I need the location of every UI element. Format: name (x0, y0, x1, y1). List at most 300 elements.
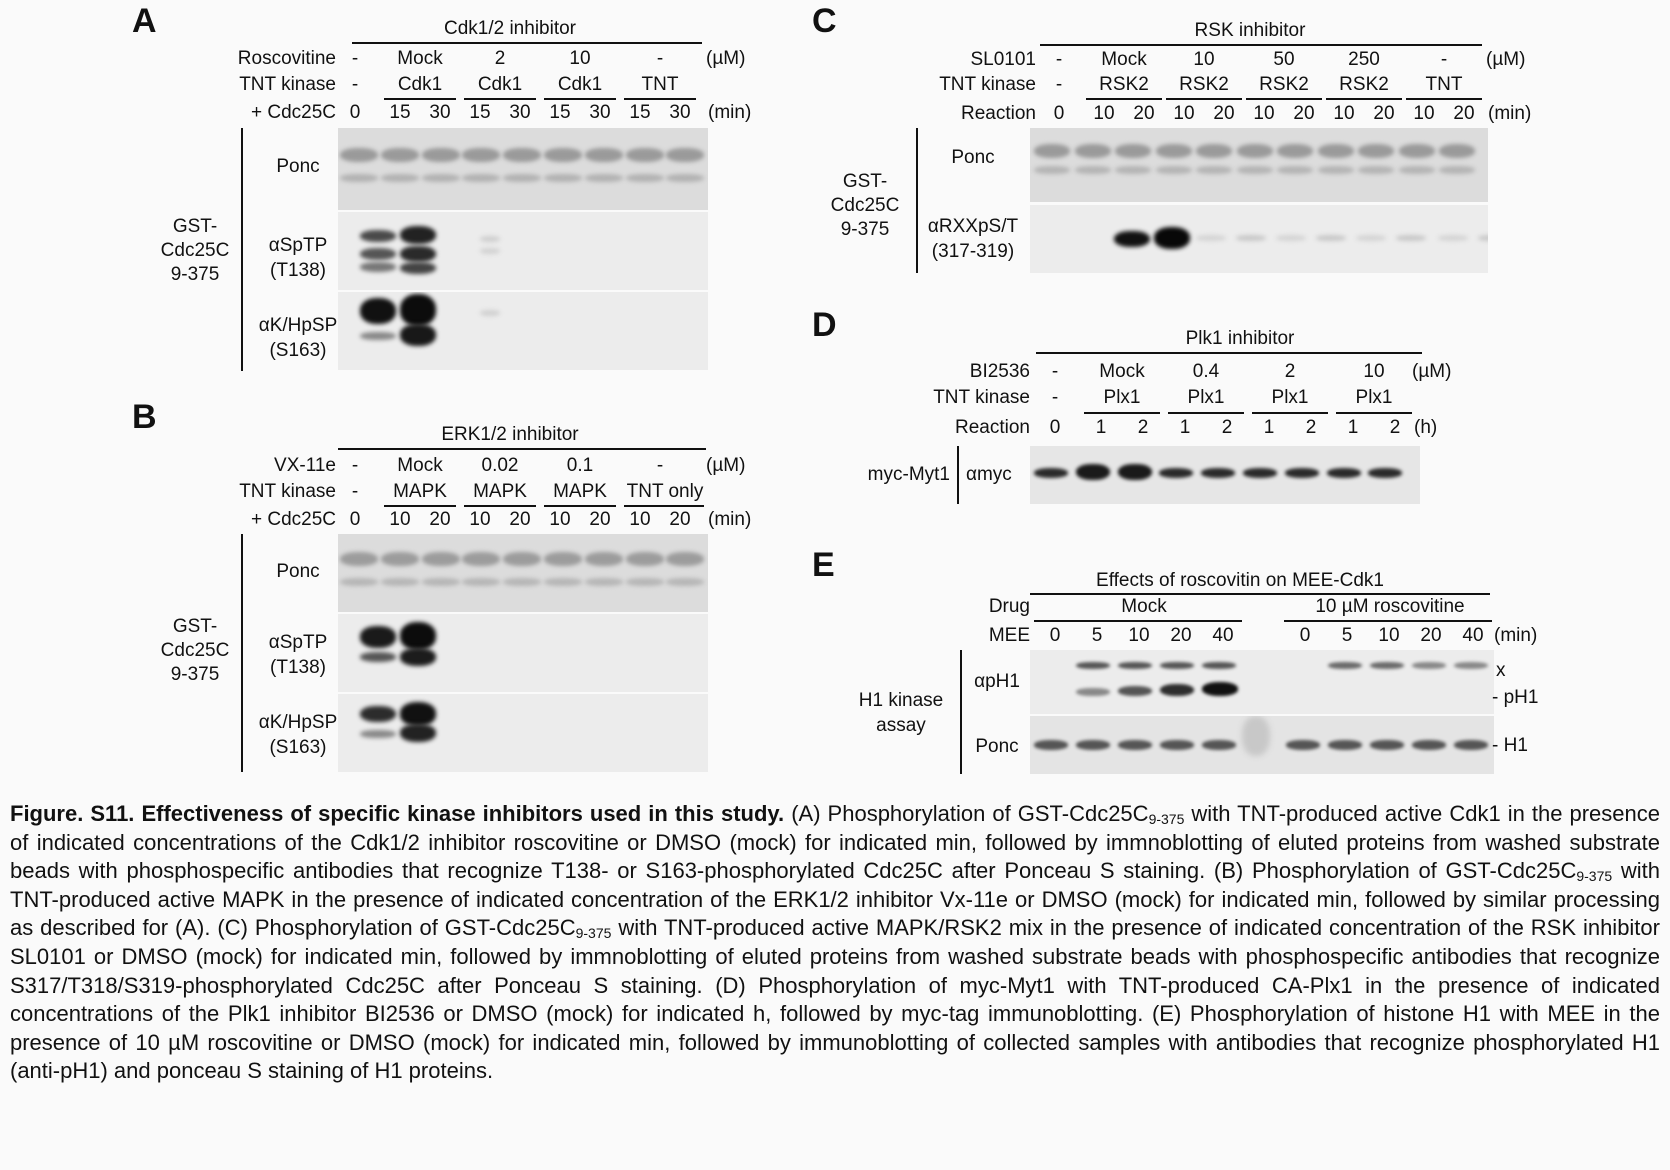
ponceau-blot (338, 534, 708, 612)
blot-band (666, 148, 704, 162)
header-cell: 10 (569, 48, 591, 69)
blot-label-line: αK/HpSP (258, 712, 338, 733)
panel-title: Effects of roscovitin on MEE-Cdk1 (1096, 570, 1384, 591)
blot-band (1370, 662, 1404, 669)
panel-letter: C (812, 2, 837, 40)
caption-subscript: 9-375 (1576, 868, 1613, 885)
header-cell: MAPK (393, 481, 447, 502)
blot-band (1316, 235, 1346, 241)
blot-label (248, 313, 348, 363)
row-label: BI2536 (969, 361, 1030, 382)
blot-band (1237, 144, 1273, 158)
group-rule (1034, 620, 1242, 622)
header-cell: 0 (1049, 625, 1061, 646)
blot-band (585, 174, 623, 182)
group-rule (1284, 620, 1492, 622)
blot-band (544, 174, 582, 182)
blot-band (381, 174, 419, 182)
header-cell: Plx1 (1355, 387, 1393, 408)
spTP-blot (338, 212, 708, 290)
blot-band (626, 148, 664, 162)
header-cell: 1 (1095, 417, 1107, 438)
header-cell: 1 (1347, 417, 1359, 438)
blot-band (1160, 740, 1194, 750)
band-marker: - pH1 (1492, 687, 1539, 708)
blot-band (1358, 166, 1394, 174)
header-cell: 20 (589, 509, 611, 530)
row-label: TNT kinase (933, 387, 1030, 408)
header-cell: 10 (1413, 103, 1435, 124)
blot-label (248, 233, 348, 283)
blot-band (340, 578, 378, 586)
header-cell: 2 (494, 48, 506, 69)
blot-band (1327, 468, 1361, 478)
header-cell: 15 (389, 102, 411, 123)
header-cell: - (351, 74, 359, 95)
blot-band (1076, 464, 1110, 480)
header-cell: Plx1 (1271, 387, 1309, 408)
blot-label (248, 630, 348, 680)
sample-label-line: GST- (172, 616, 218, 637)
bracket-line (957, 446, 959, 504)
blot-band (1196, 235, 1226, 241)
group-rule (384, 505, 456, 507)
figure-caption (10, 800, 1660, 1086)
blot-band (1202, 662, 1236, 669)
header-cell: 20 (669, 509, 691, 530)
header-cell: 0.4 (1192, 361, 1220, 382)
header-cell: 10 (1363, 361, 1385, 382)
blot-band (1118, 662, 1152, 669)
blot-band (400, 324, 436, 346)
header-cell: 20 (1293, 103, 1315, 124)
row-label: TNT kinase (239, 481, 336, 502)
blot-band (1076, 688, 1110, 696)
blot-band (340, 552, 378, 566)
header-cell: 0 (1299, 625, 1311, 646)
blot-band (400, 246, 436, 262)
header-cell: 20 (509, 509, 531, 530)
blot-band (1286, 740, 1320, 750)
group-rule (1084, 412, 1160, 414)
h1-ponceau-blot (1030, 716, 1494, 774)
group-rule (1168, 412, 1244, 414)
blot-band (1114, 231, 1150, 247)
row-label: VX-11e (274, 455, 336, 476)
header-cell: 10 (1193, 49, 1215, 70)
blot-band (503, 578, 541, 586)
band-marker: x (1496, 660, 1506, 681)
blot-band (1356, 235, 1386, 241)
blot-band (544, 552, 582, 566)
header-cell: RSK2 (1179, 74, 1229, 95)
blot-band (1276, 235, 1306, 241)
blot-band (1115, 166, 1151, 174)
header-cell: 10 (1173, 103, 1195, 124)
header-cell: 1 (1263, 417, 1275, 438)
sample-label (150, 615, 240, 687)
panel-title: ERK1/2 inhibitor (441, 424, 579, 445)
blot-label-line: αRXXpS/T (927, 216, 1019, 237)
spTP-blot (338, 614, 708, 692)
sample-label: myc-Myt1 (867, 464, 950, 485)
header-cell: - (1051, 361, 1059, 382)
header-cell: 1 (1179, 417, 1191, 438)
sample-label (846, 688, 956, 738)
row-label: Reaction (955, 417, 1030, 438)
blot-label-line: αSpTP (268, 235, 328, 256)
group-rule (1086, 98, 1162, 100)
panel-title: Cdk1/2 inhibitor (443, 18, 577, 39)
blot-band (1328, 662, 1362, 669)
sample-label-line: GST- (172, 216, 218, 237)
blot-band (1076, 740, 1110, 750)
header-cell: 10 (469, 509, 491, 530)
blot-band (462, 148, 500, 162)
row-label: Roscovitine (237, 48, 336, 69)
blot-label-line: (T138) (270, 657, 326, 678)
header-cell: Plx1 (1103, 387, 1141, 408)
blot-band (1075, 166, 1111, 174)
blot-label: αmyc (966, 464, 1012, 485)
blot-band (626, 174, 664, 182)
header-cell: 15 (469, 102, 491, 123)
row-label: TNT kinase (239, 74, 336, 95)
sample-label-line: Cdc25C (160, 240, 230, 261)
header-cell: 10 (1378, 625, 1400, 646)
blot-band (1156, 166, 1192, 174)
ph1-blot (1030, 650, 1494, 714)
unit-label: (min) (708, 102, 752, 123)
blot-band (1438, 235, 1468, 241)
blot-label-line: (S163) (269, 737, 327, 758)
header-cell: 0 (349, 509, 361, 530)
header-cell: - (1051, 387, 1059, 408)
group-rule (384, 98, 456, 100)
caption-subscript: 9-375 (1148, 811, 1185, 827)
blot-band (626, 578, 664, 586)
blot-band (360, 706, 396, 722)
blot-band (544, 578, 582, 586)
blot-band (1237, 166, 1273, 174)
header-cell: Plx1 (1187, 387, 1225, 408)
blot-band (360, 230, 396, 242)
blot-band (1160, 662, 1194, 669)
blot-label: Ponc (951, 147, 995, 168)
blot-label: Ponc (975, 736, 1019, 757)
blot-band (1034, 144, 1070, 158)
blot-band (626, 552, 664, 566)
group-rule (544, 98, 616, 100)
blot-label: Ponc (276, 561, 320, 582)
header-cell: 10 (1333, 103, 1355, 124)
blot-band (360, 332, 396, 340)
blot-band (422, 578, 460, 586)
caption-text: with TNT-produced active Cdk1 in the presence of indicated concentrations of the Cdk1/2 inhibitor roscovitine or DMSO (mock) for indicated min, followed by immnoblotting of eluted proteins from washed substrate beads with phosphospecific antibodies that recognize T138- or S163-phosphorylated Cdc25C after Ponceau S staining. (B) Phosphorylation of GST-Cdc25C (10, 801, 1660, 884)
khpsp-blot (338, 694, 708, 772)
blot-band (503, 148, 541, 162)
header-cell: - (351, 481, 359, 502)
blot-band (1118, 686, 1152, 696)
group-rule (1406, 98, 1482, 100)
blot-band (400, 226, 436, 244)
blot-band (1076, 662, 1110, 669)
header-cell: - (351, 48, 359, 69)
header-cell: 20 (1133, 103, 1155, 124)
blot-band (1328, 740, 1362, 750)
blot-band (400, 724, 436, 742)
group-rule (1252, 412, 1328, 414)
unit-label: (min) (708, 509, 752, 530)
blot-label (248, 710, 348, 760)
blot-band (1454, 662, 1488, 669)
header-cell: - (1055, 74, 1063, 95)
blot-band (1277, 144, 1313, 158)
header-cell: RSK2 (1099, 74, 1149, 95)
header-cell: 10 (1093, 103, 1115, 124)
blot-band (400, 622, 436, 650)
group-rule (624, 505, 704, 507)
unit-label: (µM) (1486, 49, 1526, 70)
row-label: TNT kinase (939, 74, 1036, 95)
row-label: + Cdc25C (250, 509, 336, 530)
blot-band (666, 174, 704, 182)
header-cell: 0 (1053, 103, 1065, 124)
header-cell: 2 (1137, 417, 1149, 438)
header-cell: - (656, 48, 664, 69)
title-rule (1040, 44, 1482, 46)
header-cell: 30 (509, 102, 531, 123)
blot-band (1034, 740, 1068, 750)
header-cell: 10 µM roscovitine (1315, 596, 1465, 617)
blot-band (480, 248, 500, 254)
blot-band (1160, 684, 1194, 696)
blot-band (1075, 144, 1111, 158)
blot-band (585, 552, 623, 566)
header-cell: Mock (397, 455, 443, 476)
caption-subscript: 9-375 (575, 925, 612, 942)
blot-band (381, 578, 419, 586)
unit-label: (µM) (1412, 361, 1452, 382)
unit-label: (µM) (706, 48, 746, 69)
header-cell: 10 (549, 509, 571, 530)
blot-band (1115, 144, 1151, 158)
header-cell: 20 (1453, 103, 1475, 124)
blot-band (480, 310, 500, 316)
blot-label-line: (S163) (269, 340, 327, 361)
sample-label-line: 9-375 (170, 264, 220, 285)
sample-label (820, 170, 910, 242)
header-cell: TNT (641, 74, 679, 95)
blot-label: αpH1 (974, 671, 1020, 692)
ponceau-blot (1030, 128, 1488, 202)
header-cell: 2 (1305, 417, 1317, 438)
header-cell: 0 (1049, 417, 1061, 438)
blot-band (1118, 464, 1152, 480)
blot-band (503, 174, 541, 182)
blot-band (1358, 144, 1394, 158)
blot-band (1202, 740, 1236, 750)
panel-letter: D (812, 306, 837, 344)
myc-blot (1030, 446, 1420, 504)
header-cell: - (1055, 49, 1063, 70)
blot-band (422, 148, 460, 162)
caption-text: with TNT-produced active MAPK in the presence of indicated concentration of the ERK1/2 inhibitor Vx-11e or DMSO (mock) for indicated min, followed by similar processing as described for (A). (C) Phosphorylation of GST-Cdc25C (10, 858, 1660, 941)
unit-label: (h) (1414, 417, 1438, 438)
group-rule (1246, 98, 1322, 100)
blot-band (422, 174, 460, 182)
blot-band (360, 262, 396, 272)
header-cell: 10 (1128, 625, 1150, 646)
blot-band (1156, 144, 1192, 158)
blot-band (666, 578, 704, 586)
row-label: Drug (988, 596, 1030, 617)
blot-band (360, 652, 396, 662)
header-cell: Mock (1121, 596, 1167, 617)
blot-band (462, 174, 500, 182)
row-label: Reaction (961, 103, 1036, 124)
sample-label-line: Cdc25C (160, 640, 230, 661)
blot-band (1242, 716, 1270, 756)
header-cell: Cdk1 (397, 74, 443, 95)
title-rule (1030, 593, 1490, 595)
header-cell: Mock (1099, 361, 1145, 382)
blot-band (1034, 166, 1070, 174)
header-cell: Cdk1 (477, 74, 523, 95)
panel-letter: A (132, 2, 157, 40)
caption-lead: Figure. S11. Effectiveness of specific kinase inhibitors used in this study. (10, 801, 785, 826)
header-cell: 2 (1389, 417, 1401, 438)
blot-band (1159, 468, 1193, 478)
caption-text: (A) Phosphorylation of GST-Cdc25C (784, 801, 1149, 826)
header-cell: 30 (429, 102, 451, 123)
header-cell: Cdk1 (557, 74, 603, 95)
blot-band (1368, 468, 1402, 478)
band-marker: - H1 (1492, 735, 1528, 756)
header-cell: 0.1 (566, 455, 594, 476)
header-cell: 20 (1170, 625, 1192, 646)
blot-band (585, 148, 623, 162)
header-cell: 2 (1284, 361, 1296, 382)
blot-band (1454, 740, 1488, 750)
blot-label: Ponc (276, 156, 320, 177)
header-cell: MAPK (553, 481, 607, 502)
blot-band (1277, 166, 1313, 174)
bracket-line (241, 534, 243, 772)
header-cell: TNT only (626, 481, 704, 502)
sample-label (150, 215, 240, 287)
blot-band (503, 552, 541, 566)
header-cell: TNT (1425, 74, 1463, 95)
header-cell: 10 (1253, 103, 1275, 124)
unit-label: (min) (1488, 103, 1532, 124)
blot-band (400, 702, 436, 726)
khpsp-blot (338, 292, 708, 370)
blot-label-line: αSpTP (268, 632, 328, 653)
sample-label-line: GST- (842, 171, 888, 192)
header-cell: 20 (1420, 625, 1442, 646)
blot-label-line: (T138) (270, 260, 326, 281)
blot-band (1412, 740, 1446, 750)
header-cell: 15 (549, 102, 571, 123)
blot-band (400, 294, 436, 326)
blot-band (1439, 166, 1475, 174)
sample-label-line: Cdc25C (830, 195, 900, 216)
blot-band (1285, 468, 1319, 478)
panel-title: RSK inhibitor (1194, 20, 1306, 41)
header-cell: Mock (397, 48, 443, 69)
header-cell: - (656, 455, 664, 476)
panel-letter: E (812, 546, 835, 584)
blot-band (1399, 144, 1435, 158)
blot-band (400, 262, 436, 274)
blot-band (1154, 227, 1190, 249)
blot-label-line: (317-319) (931, 241, 1015, 262)
row-label: MEE (988, 625, 1030, 646)
blot-band (1196, 144, 1232, 158)
blot-band (1399, 166, 1435, 174)
blot-band (422, 552, 460, 566)
blot-band (1236, 235, 1266, 241)
blot-band (340, 148, 378, 162)
blot-band (360, 730, 396, 738)
sample-label-line: 9-375 (840, 219, 890, 240)
blot-band (1478, 235, 1488, 241)
header-cell: 0 (349, 102, 361, 123)
header-cell: 250 (1348, 49, 1380, 70)
rxxpst-blot (1030, 205, 1488, 273)
blot-band (1201, 468, 1235, 478)
group-rule (1166, 98, 1242, 100)
group-rule (464, 505, 536, 507)
blot-band (462, 578, 500, 586)
bracket-line (241, 128, 243, 371)
header-cell: 20 (1213, 103, 1235, 124)
title-rule (352, 42, 702, 44)
blot-band (340, 174, 378, 182)
header-cell: - (351, 455, 359, 476)
blot-band (1202, 682, 1238, 696)
blot-band (1318, 166, 1354, 174)
header-cell: 40 (1462, 625, 1484, 646)
blot-label (918, 214, 1028, 264)
blot-band (1439, 144, 1475, 158)
blot-band (1243, 468, 1277, 478)
header-cell: 15 (629, 102, 651, 123)
header-cell: 20 (429, 509, 451, 530)
header-cell: 50 (1273, 49, 1295, 70)
blot-band (360, 248, 396, 260)
panel-letter: B (132, 398, 157, 436)
panel-title: Plk1 inhibitor (1185, 328, 1295, 349)
blot-band (666, 552, 704, 566)
header-cell: - (1440, 49, 1448, 70)
row-label: + Cdc25C (250, 102, 336, 123)
blot-band (1396, 235, 1426, 241)
blot-band (1196, 166, 1232, 174)
group-rule (1336, 412, 1412, 414)
sample-label-line: H1 kinase (858, 690, 944, 711)
blot-band (1370, 740, 1404, 750)
header-cell: MAPK (473, 481, 527, 502)
group-rule (544, 505, 616, 507)
blot-band (381, 148, 419, 162)
header-cell: RSK2 (1339, 74, 1389, 95)
header-cell: 10 (629, 509, 651, 530)
sample-label-line: assay (876, 715, 926, 736)
header-cell: 5 (1091, 625, 1103, 646)
blot-band (544, 148, 582, 162)
